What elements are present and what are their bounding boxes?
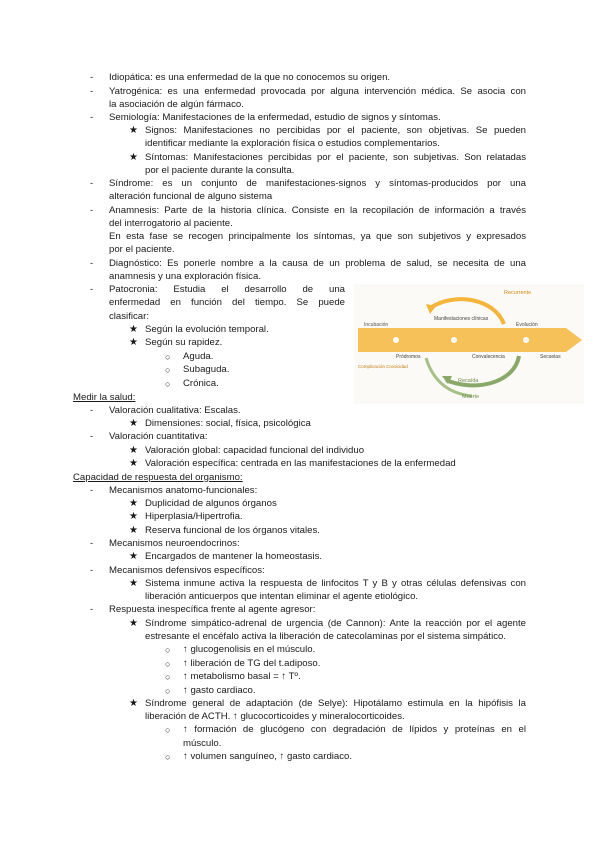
dash-bullet: - [90,485,94,496]
circle-bullet-icon: ○ [165,365,171,375]
star-bullet-icon: ★ [129,618,138,629]
text-line: ↑ gasto cardiaco. [183,685,256,696]
text-line: Mecanismos neuroendocrinos: [109,538,240,549]
text-line: Sistema inmune activa la respuesta de linfocitos T y B y otras células defensivas con [145,578,526,589]
text-line: Hiperplasia/Hipertrofia. [145,511,243,522]
star-bullet-icon: ★ [129,698,138,709]
text-line: Idiopática: es una enfermedad de la que no conocemos su origen. [109,72,391,83]
star-bullet-icon: ★ [129,578,138,589]
star-bullet-icon: ★ [129,525,138,536]
star-bullet-icon: ★ [129,324,138,335]
text-line: Semiología: Manifestaciones de la enfermedad, estudio de signos y síntomas. [109,112,441,123]
text-line: por el paciente. [109,244,175,255]
stage-dot [451,337,457,343]
circle-bullet-icon: ○ [165,645,171,655]
disease-course-illustration [354,284,584,404]
dash-bullet: - [90,205,94,216]
text-line: por el paciente durante la consulta. [145,165,295,176]
circle-bullet-icon: ○ [165,659,171,669]
text-line: Respuesta inespecífica frente al agente agresor: [109,604,316,615]
text-line: Duplicidad de algunos órganos [145,498,277,509]
text-line: Aguda. [183,351,214,362]
text-line: clasificar: [109,311,149,322]
text-line: del interrogatorio al paciente. [109,218,233,229]
circle-bullet-icon: ○ [165,686,171,696]
relapse-curve [446,356,519,385]
section-heading: Capacidad de respuesta del organismo: [73,472,243,483]
star-bullet-icon: ★ [129,337,138,348]
dash-bullet: - [90,258,94,269]
text-line: enfermedad en función del tiempo. Se puede [109,297,345,308]
text-line: Reserva funcional de los órganos vitales. [145,525,320,536]
text-line: músculo. [183,738,222,749]
text-line: alteración funcional de alguno sistema [109,191,273,202]
text-line: la asociación de algún fármaco. [109,99,244,110]
star-bullet-icon: ★ [129,418,138,429]
circle-bullet-icon: ○ [165,352,171,362]
star-bullet-icon: ★ [129,458,138,469]
text-line: Según la evolución temporal. [145,324,269,335]
star-bullet-icon: ★ [129,551,138,562]
dash-bullet: - [90,431,94,442]
text-line: Signos: Manifestaciones no percibidas por el paciente, son objetivas. Se pueden [145,125,526,136]
text-line: Síndrome simpático-adrenal de urgencia (de Cannon): Ante la reacción por el agente [145,618,526,629]
text-line: ↑ liberación de TG del t.adiposo. [183,658,321,669]
star-bullet-icon: ★ [129,511,138,522]
circle-bullet-icon: ○ [165,752,171,762]
text-line: ↑ glucogenolisis en el músculo. [183,644,316,655]
star-bullet-icon: ★ [129,125,138,136]
text-line: Valoración global: capacidad funcional del individuo [145,445,365,456]
star-bullet-icon: ★ [129,498,138,509]
text-line: Mecanismos defensivos específicos: [109,565,265,576]
circle-bullet-icon: ○ [165,672,171,682]
section-heading: Medir la salud: [73,392,136,403]
text-line: Dimensiones: social, física, psicológica [145,418,311,429]
star-bullet-icon: ★ [129,445,138,456]
text-line: identificar mediante la exploración física o estudios complementarios. [145,138,440,149]
dash-bullet: - [90,405,94,416]
star-bullet-icon: ★ [129,152,138,163]
label-manifestaciones: Manifestaciones clínicas [434,316,489,322]
text-line: ↑ volumen sanguíneo, ↑ gasto cardiaco. [183,751,353,762]
text-line: Mecanismos anatomo-funcionales: [109,485,258,496]
label-muerte: Muerte [462,394,480,400]
text-line: Síndrome: es un conjunto de manifestaciones-signos y síntomas-producidos por una [109,178,526,189]
text-line: anamnesis y una exploración física. [109,271,261,282]
dash-bullet: - [90,284,94,295]
text-line: Síndrome general de adaptación (de Selye): Hipotálamo estimula en la hipófisis la [145,698,526,709]
dash-bullet: - [90,604,94,615]
text-line: liberación de ACTH. ↑ glucocorticoides y mineralocorticoides. [145,711,405,722]
text-line: Crónica. [183,378,219,389]
circle-bullet-icon: ○ [165,725,171,735]
label-recurrente: Recurrente [504,290,532,296]
text-line: En esta fase se recogen principalmente los síntomas, ya que son subjetivos y expresados [109,231,526,242]
disease-course-diagram [354,284,584,404]
dash-bullet: - [90,72,94,83]
text-line: Síntomas: Manifestaciones percibidas por el paciente, son subjetivas. Son relatadas [145,152,526,163]
stage-dot [523,337,529,343]
dash-bullet: - [90,538,94,549]
label-evolucion: Evolución [516,322,538,328]
dash-bullet: - [90,178,94,189]
stage-dot [393,337,399,343]
text-line: ↑ formación de glucógeno con degradación de lípidos y proteínas en el [183,724,526,735]
dash-bullet: - [90,86,94,97]
text-line: Según su rapidez. [145,337,223,348]
label-incubacion: Incubación [364,322,389,328]
text-line: Subaguda. [183,364,230,375]
text-line: Encargados de mantener la homeostasis. [145,551,323,562]
label-recaida: Recaída [458,378,479,384]
circle-bullet-icon: ○ [165,379,171,389]
text-line: Diagnóstico: Es ponerle nombre a la causa de un problema de salud, se necesita de una [109,258,526,269]
label-convalecencia: Convalecencia [472,354,505,360]
text-line: Valoración específica: centrada en las manifestaciones de la enfermedad [145,458,456,469]
text-line: ↑ metabolismo basal = ↑ Tº. [183,671,301,682]
text-line: liberación anticuerpos que intentan eliminar el agente etiológico. [145,591,419,602]
timeline-arrow [358,328,582,352]
text-line: Anamnesis: Parte de la historia clínica. Consiste en la recopilación de información a través [109,205,526,216]
text-line: Valoración cuantitativa: [109,431,208,442]
label-secuelas: Secuelas [540,354,561,360]
dash-bullet: - [90,565,94,576]
label-prodromos: Pródromos [396,354,421,360]
text-line: Yatrogénica: es una enfermedad provocada por alguna intervención médica. Se asocia con [109,86,526,97]
dash-bullet: - [90,112,94,123]
label-complicaciones: Complicación Cronicidad [358,364,408,369]
text-line: estresante el encéfalo activa la liberación de catecolaminas por el sistema simpático. [145,631,507,642]
text-line: Valoración cualitativa: Escalas. [109,405,241,416]
text-line: Patocronia: Estudia el desarrollo de una [109,284,345,295]
